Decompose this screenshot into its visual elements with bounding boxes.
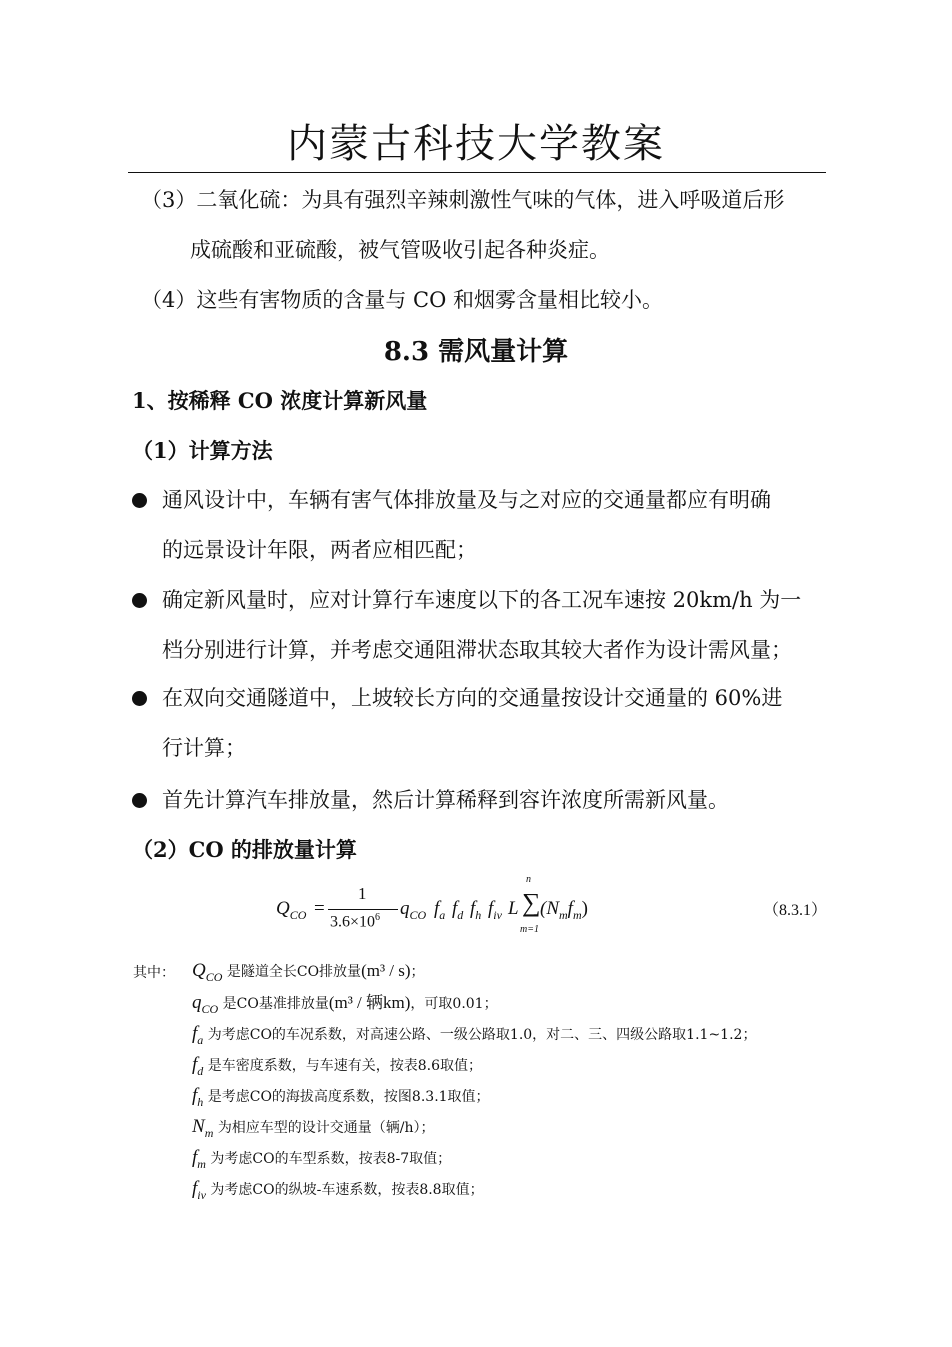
formula-co-emission (276, 874, 616, 942)
bullet-1-line1: 通风设计中，车辆有害气体排放量及与之对应的交通量都应有明确 (162, 488, 771, 512)
formula-sum-upper: n (526, 874, 531, 885)
formula-q: $q_{CO}$ (400, 898, 427, 922)
equation-number: （8.3.1） (763, 902, 828, 919)
formula-equals: = (314, 898, 325, 919)
bullet-dot (132, 691, 147, 706)
definition-fh: $f_h$ 是考虑CO的海拔高度系数，按图8.3.1取值； (192, 1085, 490, 1109)
definition-fm: $f_m$ 为考虑CO的车型系数，按表8-7取值； (192, 1147, 452, 1171)
formula-fiv: $f_{iv}$ (488, 898, 502, 922)
item4-text: （4）这些有害物质的含量与 CO 和烟雾含量相比较小。 (141, 288, 663, 312)
formula-paren: $(N_mf_m)$ (540, 898, 588, 922)
formula-L: L (508, 898, 519, 919)
bullet-1-line2: 的远景设计年限，两者应相匹配； (162, 538, 477, 562)
formula-sum-lower: m=1 (520, 924, 539, 935)
formula-numerator: 1 (358, 884, 367, 903)
formula-fd: $f_d$ (452, 898, 464, 922)
formula-sigma: ∑ (522, 888, 541, 917)
definition-q: $q_{CO}$ 是CO基准排放量(m³ / 辆km)，可取0.01； (192, 992, 498, 1016)
bullet-dot (132, 793, 147, 808)
formula-denominator: $3.6\times 10^6$ (330, 912, 381, 931)
page-header-title: 内蒙古科技大学教案 (287, 121, 665, 167)
item3-line1: （3）二氧化硫：为具有强烈辛辣刺激性气味的气体，进入呼吸道后形 (141, 188, 785, 212)
bullet-dot (132, 493, 147, 508)
bullet-4-line1: 首先计算汽车排放量，然后计算稀释到容许浓度所需新风量。 (162, 788, 729, 812)
bullet-2-line2: 档分别进行计算，并考虑交通阻滞状态取其较大者作为设计需风量； (162, 638, 792, 662)
formula-fh: $f_h$ (470, 898, 482, 922)
item3-line2: 成硫酸和亚硫酸，被气管吸收引起各种炎症。 (190, 238, 610, 262)
section-heading: 8.3 需风量计算 (383, 337, 569, 367)
definition-Q: $Q_{CO}$ 是隧道全长CO排放量(m³ / s)； (192, 960, 425, 984)
method-heading: （1）计算方法 (132, 438, 273, 463)
definition-Nm: $N_m$ 为相应车型的设计交通量（辆/h）； (192, 1116, 435, 1140)
formula-fa: $f_a$ (434, 898, 446, 922)
definition-fa: $f_a$ 为考虑CO的车况系数，对高速公路、一级公路取1.0，对二、三、四级公路取1.1~1.2； (192, 1023, 757, 1047)
bullet-3-line2: 行计算； (162, 736, 246, 760)
bullet-3-line1: 在双向交通隧道中，上坡较长方向的交通量按设计交通量的 60%进 (162, 686, 783, 710)
emission-heading: （2）CO 的排放量计算 (132, 837, 357, 862)
bullet-dot (132, 593, 147, 608)
fraction-bar (328, 909, 398, 910)
definition-fiv: $f_{iv}$ 为考虑CO的纵坡-车速系数，按表8.8取值； (192, 1178, 484, 1202)
sub-heading-1: 1、按稀释 CO 浓度计算新风量 (132, 388, 428, 413)
header-rule (128, 172, 826, 173)
bullet-2-line1: 确定新风量时，应对计算行车速度以下的各工况车速按 20km/h 为一 (162, 588, 802, 612)
definition-fd: $f_d$ 是车密度系数，与车速有关，按表8.6取值； (192, 1054, 482, 1078)
formula-lhs: $Q_{CO}$ (276, 898, 307, 922)
definitions-lead: 其中： (133, 965, 175, 981)
